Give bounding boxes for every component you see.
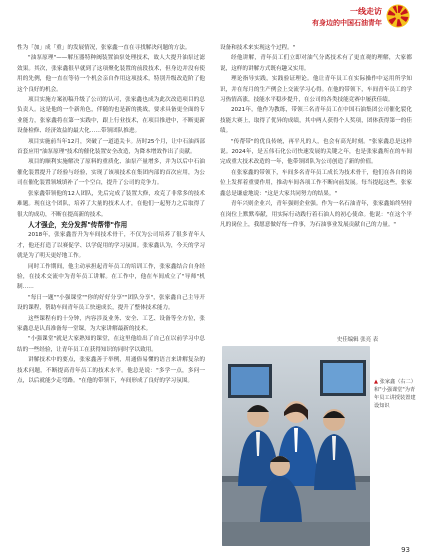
paragraph: 讲解技术中的要点，张家鑫善于举例，用通俗易懂的语言来讲解复杂的技术问题，不断提高青年员工的技术水平。他总是说："多学一点，多问一点，以后就能少走弯路。"在他的带领下，车间形成了良好的学习氛围。 (17, 357, 205, 384)
right-text-column (220, 43, 412, 230)
paragraph: 理论指导实践，实践验证理论。他让青年员工在实际操作中运用所学知识，并在每月的生产例会上交流学习心得。在他的带领下，车间青年员工的学习热情高涨，技能水平稳步提升，在公司的各类技能竞赛中屡获佳绩。 (220, 76, 412, 104)
paragraph: 2018年，张家鑫晋升为车间技术骨干，不仅为公司培养了很多青年人才，他还打造了以赛促学、以学促用的学习氛围。张家鑫认为，今天的学习就是为了明天更好地工作。 (17, 232, 205, 260)
paragraph: "油泵原理"——解压器特种阀装置油泵处理技术，故人大提升油泵过滤效果。其次，张家鑫很早就到了这项聚化装置的前段技术，但身边并没有使用的先例，他一直在等待一个机会亲自作用这项技术，特别升级改造阶了他这个良好的机会。 (17, 55, 205, 93)
paragraph: 2021年，他作为教练，带领三名青年员工在中国石油集团公司催化裂化技能大赛上，取得了优异的成绩，其中两人获得个人奖项，团体获得第一的佳绩。 (220, 107, 412, 135)
left-text-column (17, 43, 205, 386)
header-title-line1: 一线走访 (350, 7, 382, 16)
paragraph: 项目的顺利实施解决了原料的重质化、油泵产量增多，并为以后中石油催化装置提升了经验与经验，实现了该项技术在集团内部的首次应用，为公司在催化装置领域填补了一个空白，提升了公司的竞争力。 (17, 159, 205, 187)
section-heading: 人才强企，充分发挥"传帮带"作用 (28, 220, 128, 229)
paragraph: 项目实施方案初稿升级了公司的认可，张家鑫也成为此次改造项目的总负责人。这是他的一个新角色，伴随的也是新的挑战，要求具备更全面的专业能力，张家鑫将在第一实践中，跟上行业技术，在项目推进中，不断更新设备检修、经济效益的最大化……带领团队推进。 (17, 97, 205, 135)
photo-caption (374, 378, 416, 410)
paragraph: 青年兴则企业兴，青年强则企业强。作为一名石油青年，张家鑫始终坚持在岗位上默默奉献，用实际行动践行着石油人的初心使命。他说："在这个平凡的岗位上，我愿意做好每一件事，为石油事业发展贡献自己的力量。" (220, 201, 412, 228)
paragraph: 设备和技术来实现这个过程。" (220, 45, 296, 51)
paragraph: 经他讲解，青年员工们立即对油气分离技术有了更直观的理解，大家都说，这样的讲解方式既有趣又实用。 (220, 55, 412, 72)
paragraph: 这些课程有的十分钟，内容涉及业务、安全、工艺、设备等全方位，张家鑫总是认真准备每一堂课，为大家讲解最新的技术。 (17, 315, 205, 332)
paragraph: 项目实施前当年12月，突破了一道道关卡。历时25个月，让中石油西部首套应用"油泵原理"技术的催化装置安全改造，为降本增效作出了贡献。 (17, 138, 205, 156)
caption-text: 张家鑫（右二）和"小强课堂"为青年员工讲授装置建设知识 (374, 379, 416, 409)
caption-marker-icon: ▲ (374, 379, 378, 385)
paragraph: "小强课堂"就是大家熟知的课堂，在这里他给出了自己在以前学习中总结的一些经验，让青年员工在获得知识的同时学以致用。 (17, 336, 205, 353)
author-byline: 史佳编辑 张亮 表 (337, 337, 379, 343)
photo-illustration (222, 346, 370, 546)
header-title-line2: 有身边的中国石油青年 (312, 19, 382, 27)
paragraph: 同时工作期间，他主动承担起青年员工的培训工作，张家鑫结合自身经验，在技术交流中为青年员工讲解。在工作中，他在车间成立了"导师"机制…… (17, 263, 205, 291)
page-header (250, 4, 410, 30)
paragraph: 性为「加」成「重」的发展情况，张家鑫一直在寻找解决问题的方法。 (17, 45, 191, 51)
page-number: 93 (401, 546, 410, 554)
paragraph: "传帮带"的优良传统，再平凡的人，也会有高光时刻。"张家鑫总是这样说。2024年，是五伟石化公司快速发展的关键之年，也是张家鑫所在的车间完成重大技术改造的一年，他带领团队为公司创造了新的价值。 (220, 138, 412, 166)
paragraph: 在张家鑫的带领下，车间多名青年员工成长为技术骨干，他们在各自的岗位上发挥着重要作用，推动车间各项工作不断向前发展。每当提起这些，张家鑫总是谦虚地说："这是大家共同努力的结果。" (220, 169, 412, 197)
petrochina-logo-icon (386, 4, 410, 28)
paragraph: "每日一题""小强课堂""你的好好分享""团队分享"，张家鑫自己主导开设的课程，帮助车间青年员工快速成长，提升了整体技术能力。 (17, 294, 205, 312)
paragraph: 张家鑫带领他的12人团队，先后完成了装置大修，攻克了非常多的技术难题。现在这个团队，培养了大量的技术人才，在他们一起努力之后取得了很大的成功，不断在提高新的技术。 (17, 190, 205, 218)
article-photo (222, 346, 370, 546)
